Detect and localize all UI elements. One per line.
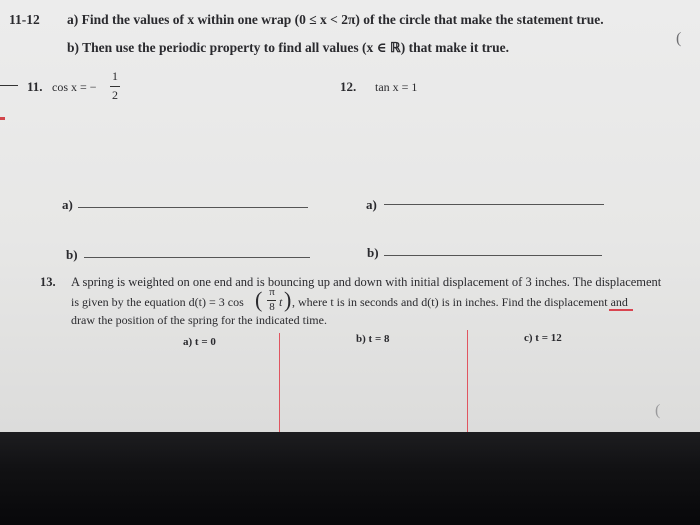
pencil-mark-bottom: ( — [655, 402, 661, 419]
answer-12a-line[interactable] — [384, 204, 604, 205]
problem-13-line2-pre: is given by the equation d(t) = 3 cos — [71, 295, 244, 309]
problem-11-frac-den: 2 — [112, 88, 118, 102]
answer-12b-line[interactable] — [384, 255, 602, 256]
problem-12-equation: tan x = 1 — [375, 80, 418, 94]
margin-tick — [0, 85, 18, 86]
problem-13-frac-den: 8 — [269, 301, 275, 313]
problem-13-frac-num: π — [269, 286, 275, 298]
pencil-mark-top: ( — [676, 30, 682, 47]
instruction-a: a) Find the values of x within one wrap (0 ≤ x < 2π) of the circle that make the statement true. — [67, 12, 604, 27]
problem-13-number: 13. — [40, 275, 56, 289]
answer-11b-line[interactable] — [84, 257, 310, 258]
answer-12a-label: a) — [366, 197, 377, 212]
answer-11a-label: a) — [62, 197, 73, 212]
problem-11-number: 11. — [27, 79, 43, 94]
red-underline-and — [609, 309, 633, 311]
problem-range: 11-12 — [9, 12, 40, 27]
part-c-time: c) t = 12 — [524, 332, 562, 344]
answer-11a-line[interactable] — [78, 207, 308, 208]
part-a-time: a) t = 0 — [183, 336, 216, 348]
answer-11b-label: b) — [66, 247, 78, 262]
part-b-time: b) t = 8 — [356, 333, 390, 345]
red-divider-1 — [279, 333, 280, 432]
answer-12b-label: b) — [367, 245, 379, 260]
problem-11-frac-bar — [110, 86, 120, 87]
paren-open: ( — [255, 287, 263, 312]
problem-12-number: 12. — [340, 79, 357, 94]
margin-red-mark — [0, 117, 5, 120]
instruction-b: b) Then use the periodic property to find all values (x ∈ ℝ) that make it true. — [67, 40, 510, 55]
problem-13-line1: A spring is weighted on one end and is bouncing up and down with initial displacement of 3 inches. The displacement — [71, 275, 662, 289]
problem-13-line2-post: , where t is in seconds and d(t) is in inches. Find the displacement and — [292, 295, 628, 309]
laptop-bezel — [0, 432, 700, 525]
problem-13-var: t — [279, 295, 283, 309]
paren-close: ) — [284, 287, 292, 312]
problem-11-lhs: cos x = − — [52, 80, 97, 94]
problem-11-frac-num: 1 — [112, 69, 118, 83]
problem-13-line3: draw the position of the spring for the indicated time. — [71, 313, 327, 327]
red-divider-2 — [467, 330, 468, 432]
